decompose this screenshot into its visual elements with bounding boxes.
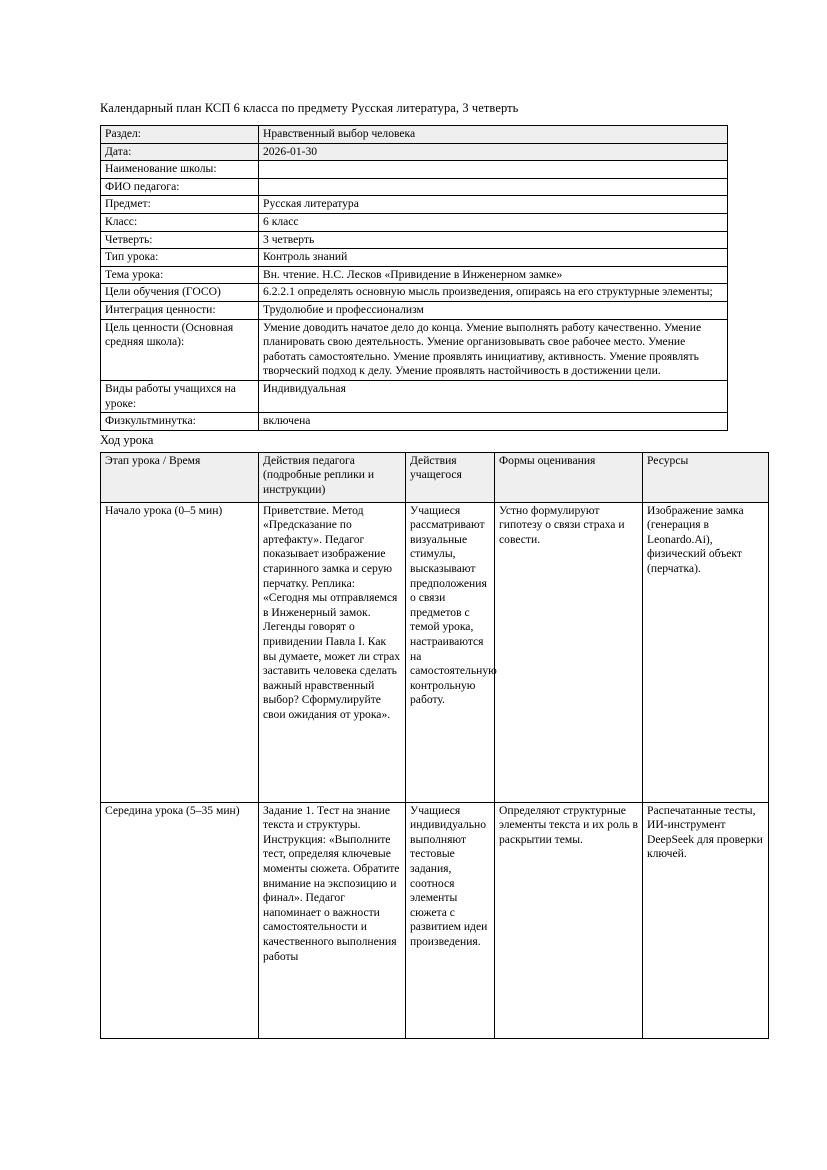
- table-row: [101, 143, 728, 161]
- lesson-flow-table: [100, 452, 769, 1039]
- info-label: Физкультминутка:: [101, 413, 259, 431]
- info-value: Контроль знаний: [259, 249, 728, 267]
- info-value: [259, 178, 728, 196]
- info-value: 6 класс: [259, 213, 728, 231]
- table-row: [101, 161, 728, 179]
- table-row: [101, 802, 769, 1038]
- cell-student: Учащиеся рассматривают визуальные стимулы, высказывают предположения о связи предметов с темой урока, настраиваются на самостоятельную контрольную работу.: [406, 502, 495, 802]
- table-row: [101, 413, 728, 431]
- info-value: 2026-01-30: [259, 143, 728, 161]
- cell-assessment: Устно формулируют гипотезу о связи страха и совести.: [495, 502, 643, 802]
- column-header-stage: Этап урока / Время: [101, 452, 259, 502]
- info-value: Нравственный выбор человека: [259, 126, 728, 144]
- info-value: Русская литература: [259, 196, 728, 214]
- cell-resources: Изображение замка (генерация в Leonardo.Ai), физический объект (перчатка).: [643, 502, 769, 802]
- info-label: Цели обучения (ГОСО): [101, 284, 259, 302]
- info-label: ФИО педагога:: [101, 178, 259, 196]
- info-value: Вн. чтение. Н.С. Лесков «Привидение в Инженерном замке»: [259, 266, 728, 284]
- cell-student: Учащиеся индивидуально выполняют тестовые задания, соотнося элементы сюжета с развитием идеи произведения.: [406, 802, 495, 1038]
- flow-section-label: Ход урока: [100, 432, 154, 447]
- cell-assessment: Определяют структурные элементы текста и их роль в раскрытии темы.: [495, 802, 643, 1038]
- column-header-resources: Ресурсы: [643, 452, 769, 502]
- lesson-flow-head: [101, 452, 769, 502]
- page-title: Календарный план КСП 6 класса по предмету Русская литература, 3 четверть: [100, 101, 519, 115]
- column-header-assessment: Формы оценивания: [495, 452, 643, 502]
- lesson-info-table: [100, 125, 728, 431]
- lesson-flow-body: [101, 502, 769, 1038]
- cell-teacher: Приветствие. Метод «Предсказание по артефакту». Педагог показывает изображение старинного замка и серую перчатку. Реплика: «Сегодня мы отправляемся в Инженерный замок. Легенды говорят о привидении Павла I. Как вы думаете, может ли страх заставить человека сделать важный нравственный выбор? Сформулируйте свои ожидания от урока».: [259, 502, 406, 802]
- table-row: [101, 126, 728, 144]
- column-header-student: Действия учащегося: [406, 452, 495, 502]
- info-label: Четверть:: [101, 231, 259, 249]
- table-row: [101, 196, 728, 214]
- cell-stage: Середина урока (5–35 мин): [101, 802, 259, 1038]
- info-value: Трудолюбие и профессионализм: [259, 301, 728, 319]
- info-label: Раздел:: [101, 126, 259, 144]
- info-label: Интеграция ценности:: [101, 301, 259, 319]
- info-value: 3 четверть: [259, 231, 728, 249]
- info-label: Предмет:: [101, 196, 259, 214]
- table-row: [101, 178, 728, 196]
- info-value: Индивидуальная: [259, 380, 728, 412]
- column-header-teacher: Действия педагога (подробные реплики и инструкции): [259, 452, 406, 502]
- cell-teacher: Задание 1. Тест на знание текста и структуры. Инструкция: «Выполните тест, определяя ключевые моменты сюжета. Обратите внимание на экспозицию и финал». Педагог напоминает о важности самостоятельности и качественного выполнения работы: [259, 802, 406, 1038]
- cell-stage: Начало урока (0–5 мин): [101, 502, 259, 802]
- info-label: Дата:: [101, 143, 259, 161]
- info-value: [259, 161, 728, 179]
- table-row: [101, 319, 728, 380]
- table-row: [101, 266, 728, 284]
- info-label: Тема урока:: [101, 266, 259, 284]
- document-content: [100, 101, 763, 1039]
- info-label: Цель ценности (Основная средняя школа):: [101, 319, 259, 380]
- info-label: Наименование школы:: [101, 161, 259, 179]
- info-value: включена: [259, 413, 728, 431]
- table-row: [101, 249, 728, 267]
- table-row: [101, 380, 728, 412]
- info-label: Класс:: [101, 213, 259, 231]
- table-row: [101, 502, 769, 802]
- table-row: [101, 231, 728, 249]
- info-label: Виды работы учащихся на уроке:: [101, 380, 259, 412]
- cell-resources: Распечатанные тесты, ИИ-инструмент DeepSeek для проверки ключей.: [643, 802, 769, 1038]
- table-row: [101, 284, 728, 302]
- info-label: Тип урока:: [101, 249, 259, 267]
- info-value: Умение доводить начатое дело до конца. Умение выполнять работу качественно. Умение планировать свою деятельность. Умение организовывать свое рабочее место. Умение работать самостоятельно. Умение проявлять инициативу, активность. Умение проявлять творческий подход к делу. Умение проявлять настойчивость в достижении цели.: [259, 319, 728, 380]
- table-header-row: [101, 452, 769, 502]
- table-row: [101, 213, 728, 231]
- lesson-info-body: [101, 126, 728, 431]
- info-value: 6.2.2.1 определять основную мысль произведения, опираясь на его структурные элементы;: [259, 284, 728, 302]
- table-row: [101, 301, 728, 319]
